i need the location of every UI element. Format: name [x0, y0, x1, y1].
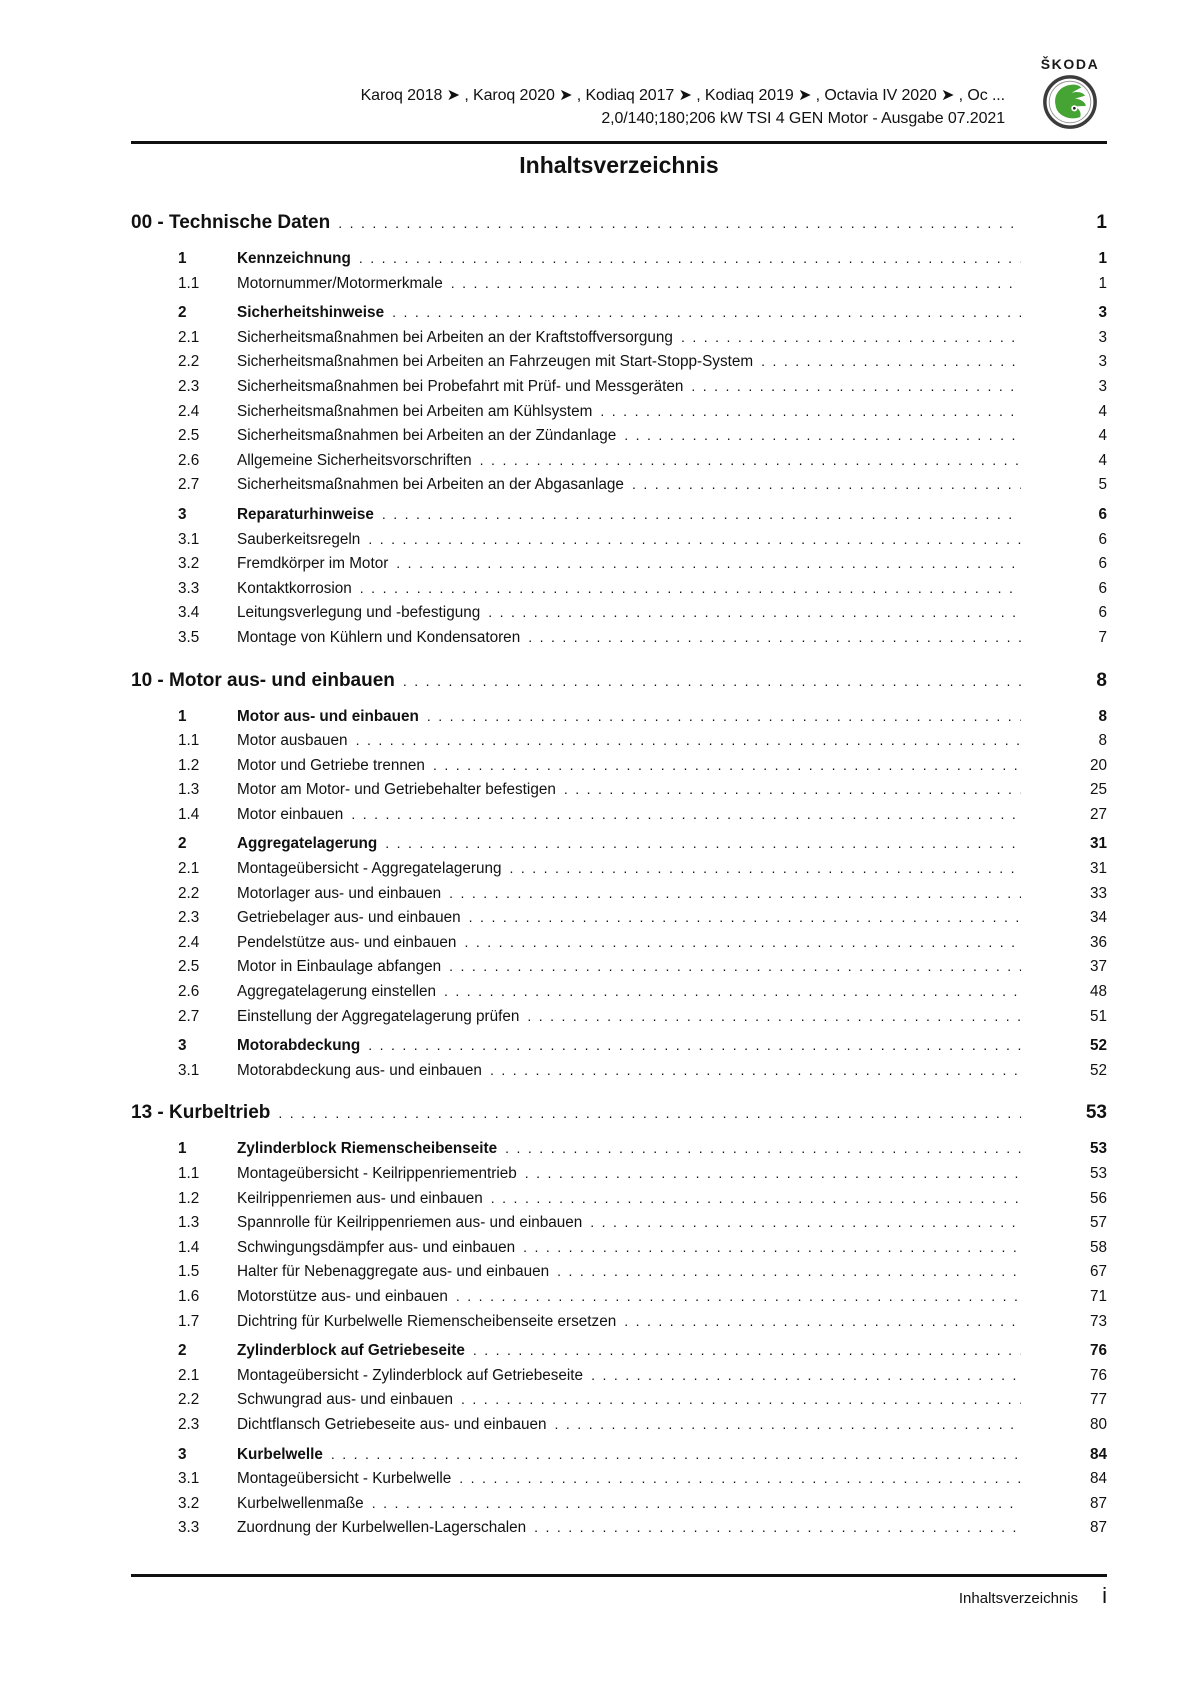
header-divider	[131, 141, 1107, 144]
entry-title: Motornummer/Motormerkmale	[237, 274, 443, 292]
entry-title: Motor in Einbaulage abfangen	[237, 958, 442, 976]
entry-page-number: 31	[1089, 835, 1107, 853]
toc-entry-row[interactable]	[131, 1495, 1107, 1520]
entry-title: Aggregatelagerung einstellen	[237, 983, 437, 1001]
dot-leader	[681, 329, 1021, 345]
entry-number: 2.6	[178, 983, 200, 1001]
entry-number: 3	[178, 1037, 187, 1055]
chapter-page-number: 53	[1085, 1102, 1107, 1124]
entry-number: 3	[178, 1445, 187, 1463]
footer	[131, 1583, 1107, 1609]
dot-leader	[480, 452, 1021, 468]
dot-leader	[557, 1263, 1021, 1279]
entry-number: 3.4	[178, 604, 200, 622]
entry-number: 1.7	[178, 1312, 200, 1330]
entry-title: Getriebelager aus- und einbauen	[237, 909, 461, 927]
toc	[131, 212, 1107, 1544]
entry-page-number: 6	[1098, 579, 1107, 597]
entry-page-number: 6	[1098, 555, 1107, 573]
entry-page-number: 3	[1098, 353, 1107, 371]
entry-page-number: 3	[1098, 377, 1107, 395]
dot-leader	[523, 1239, 1021, 1255]
toc-entry-row[interactable]	[131, 934, 1107, 959]
page-title: Inhaltsverzeichnis	[519, 152, 719, 178]
dot-leader	[368, 531, 1021, 547]
entry-title: Dichtring für Kurbelwelle Riemenscheibenseite ersetzen	[237, 1312, 617, 1330]
entry-page-number: 20	[1089, 756, 1107, 774]
dot-leader	[392, 304, 1021, 320]
entry-title: Pendelstütze aus- und einbauen	[237, 933, 457, 951]
entry-title: Reparaturhinweise	[237, 505, 374, 523]
dot-leader	[464, 934, 1021, 950]
dot-leader	[632, 476, 1021, 492]
entry-title: Spannrolle für Keilrippenriemen aus- und einbauen	[237, 1214, 583, 1232]
toc-entry-row[interactable]	[131, 452, 1107, 477]
entry-title: Kennzeichnung	[237, 250, 351, 267]
toc-entry-row[interactable]	[131, 1288, 1107, 1313]
entry-title: Sicherheitsmaßnahmen bei Arbeiten an Fahrzeugen mit Start-Stopp-System	[237, 353, 754, 371]
entry-number: 1	[178, 1140, 187, 1158]
toc-entry-row[interactable]	[131, 329, 1107, 354]
entry-number: 2.3	[178, 377, 200, 395]
entry-page-number: 8	[1098, 707, 1107, 725]
dot-leader	[624, 427, 1021, 443]
dot-leader	[600, 403, 1021, 419]
entry-page-number: 52	[1089, 1061, 1107, 1079]
toc-entry-row[interactable]	[131, 1037, 1107, 1062]
entry-title: Allgemeine Sicherheitsvorschriften	[237, 451, 472, 469]
entry-title: Kurbelwellenmaße	[237, 1494, 364, 1512]
dot-leader	[427, 708, 1021, 724]
entry-title: Sicherheitshinweise	[237, 304, 385, 322]
entry-title: Schwingungsdämpfer aus- und einbauen	[237, 1238, 516, 1256]
entry-number: 1.3	[178, 781, 200, 799]
entry-title: Montageübersicht - Zylinderblock auf Getriebeseite	[237, 1366, 584, 1384]
entry-title: Halter für Nebenaggregate aus- und einbauen	[237, 1263, 550, 1281]
entry-title: Zuordnung der Kurbelwellen-Lagerschalen	[237, 1519, 527, 1537]
entry-page-number: 31	[1089, 860, 1107, 878]
entry-title: Aggregatelagerung	[237, 835, 378, 853]
toc-entry-row[interactable]	[131, 1342, 1107, 1367]
toc-entry-row[interactable]	[131, 506, 1107, 531]
toc-chapter-row[interactable]	[131, 212, 1107, 244]
entry-page-number: 25	[1089, 781, 1107, 799]
entry-number: 2	[178, 1342, 187, 1360]
entry-title: Motorlager aus- und einbauen	[237, 884, 442, 902]
toc-entry-row[interactable]	[131, 531, 1107, 556]
entry-page-number: 3	[1098, 304, 1107, 322]
toc-entry-row[interactable]	[131, 1263, 1107, 1288]
entry-page-number: 52	[1089, 1037, 1107, 1055]
dot-leader	[451, 275, 1021, 291]
entry-title: Motor am Motor- und Getriebehalter befestigen	[237, 781, 556, 799]
toc-entry-row[interactable]	[131, 708, 1107, 733]
entry-number: 1.6	[178, 1287, 200, 1305]
toc-entry-row[interactable]	[131, 1313, 1107, 1338]
entry-title: Montageübersicht - Kurbelwelle	[237, 1470, 452, 1488]
toc-entry-row[interactable]	[131, 304, 1107, 329]
header-model-line: Karoq 2018 ➤ , Karoq 2020 ➤ , Kodiaq 2017 ➤ , Kodiaq 2019 ➤ , Octavia IV 2020 ➤ , Oc ...	[360, 87, 1005, 104]
toc-entry-row[interactable]	[131, 275, 1107, 300]
entry-number: 2.1	[178, 860, 200, 878]
entry-page-number: 84	[1089, 1470, 1107, 1488]
entry-number: 1.2	[178, 756, 200, 774]
entry-number: 2.5	[178, 958, 200, 976]
entry-number: 2.7	[178, 476, 200, 494]
dot-leader	[527, 1008, 1021, 1024]
dot-leader	[590, 1214, 1021, 1230]
toc-entry-row[interactable]	[131, 1391, 1107, 1416]
dot-leader	[761, 353, 1021, 369]
toc-entry-row[interactable]	[131, 1214, 1107, 1239]
entry-page-number: 37	[1089, 958, 1107, 976]
toc-chapter-row[interactable]	[131, 670, 1107, 702]
dot-leader	[624, 1313, 1021, 1329]
footer-page-number: i	[1102, 1583, 1107, 1608]
brand-text: ŠKODA	[1040, 56, 1100, 72]
entry-title: Dichtflansch Getriebeseite aus- und einbauen	[237, 1415, 547, 1433]
toc-entry-row[interactable]	[131, 1470, 1107, 1495]
entry-page-number: 27	[1089, 805, 1107, 823]
entry-title: Motorabdeckung	[237, 1037, 361, 1055]
entry-number: 1.1	[178, 274, 200, 292]
toc-entry-row[interactable]	[131, 1519, 1107, 1544]
entry-number: 3	[178, 505, 187, 523]
entry-page-number: 71	[1089, 1287, 1107, 1305]
toc-entry-row[interactable]	[131, 860, 1107, 885]
dot-leader	[385, 835, 1021, 851]
entry-page-number: 1	[1098, 250, 1107, 267]
entry-page-number: 6	[1098, 530, 1107, 548]
toc-entry-row[interactable]	[131, 806, 1107, 831]
toc-entry-row[interactable]	[131, 555, 1107, 580]
toc-entry-row[interactable]	[131, 757, 1107, 782]
entry-page-number: 51	[1089, 1007, 1107, 1025]
entry-number: 3.1	[178, 530, 200, 548]
entry-page-number: 67	[1089, 1263, 1107, 1281]
entry-title: Zylinderblock Riemenscheibenseite	[237, 1140, 498, 1158]
entry-page-number: 4	[1098, 427, 1107, 445]
entry-page-number: 58	[1089, 1238, 1107, 1256]
dot-leader	[469, 909, 1021, 925]
entry-title: Sicherheitsmaßnahmen bei Arbeiten an der Zündanlage	[237, 427, 617, 445]
entry-number: 1.3	[178, 1214, 200, 1232]
entry-number: 1	[178, 250, 187, 267]
dot-leader	[278, 1105, 1021, 1121]
entry-number: 2.4	[178, 402, 200, 420]
skoda-logo	[1033, 56, 1107, 136]
entry-number: 3.5	[178, 628, 200, 646]
entry-title: Montageübersicht - Aggregatelagerung	[237, 860, 502, 878]
toc-entry-row[interactable]	[131, 781, 1107, 806]
entry-page-number: 77	[1089, 1391, 1107, 1409]
dot-leader	[491, 1190, 1021, 1206]
header-engine-line: 2,0/140;180;206 kW TSI 4 GEN Motor - Ausgabe 07.2021	[601, 110, 1005, 127]
dot-leader	[372, 1495, 1021, 1511]
dot-leader	[359, 250, 1021, 266]
toc-entry-row[interactable]	[131, 1190, 1107, 1215]
entry-title: Kontaktkorrosion	[237, 579, 352, 597]
entry-title: Motorabdeckung aus- und einbauen	[237, 1061, 482, 1079]
entry-number: 2.2	[178, 353, 200, 371]
toc-entry-row[interactable]	[131, 378, 1107, 403]
dot-leader	[396, 555, 1021, 571]
toc-entry-row[interactable]	[131, 476, 1107, 501]
entry-number: 1.1	[178, 732, 200, 750]
dot-leader	[403, 673, 1021, 689]
footer-label: Inhaltsverzeichnis	[958, 1590, 1079, 1607]
dot-leader	[525, 1165, 1021, 1181]
entry-page-number: 48	[1089, 983, 1107, 1001]
toc-entry-row[interactable]	[131, 604, 1107, 629]
header	[131, 84, 1005, 130]
entry-number: 2.4	[178, 933, 200, 951]
entry-page-number: 53	[1089, 1140, 1107, 1158]
entry-title: Motorstütze aus- und einbauen	[237, 1287, 448, 1305]
toc-entry-row[interactable]	[131, 1446, 1107, 1471]
toc-entry-row[interactable]	[131, 983, 1107, 1008]
toc-entry-row[interactable]	[131, 1367, 1107, 1392]
entry-number: 1.4	[178, 805, 200, 823]
dot-leader	[368, 1037, 1021, 1053]
entry-page-number: 76	[1089, 1342, 1107, 1360]
entry-title: Motor aus- und einbauen	[237, 707, 419, 725]
dot-leader	[456, 1288, 1021, 1304]
toc-entry-row[interactable]	[131, 580, 1107, 605]
chapter-title: 10 - Motor aus- und einbauen	[131, 669, 395, 691]
dot-leader	[331, 1446, 1021, 1462]
entry-page-number: 76	[1089, 1366, 1107, 1384]
entry-number: 3.1	[178, 1470, 200, 1488]
dot-leader	[509, 860, 1021, 876]
toc-entry-row[interactable]	[131, 1416, 1107, 1441]
entry-title: Sicherheitsmaßnahmen bei Arbeiten am Kühlsystem	[237, 402, 593, 420]
entry-number: 3.2	[178, 555, 200, 573]
entry-title: Sicherheitsmaßnahmen bei Arbeiten an der Abgasanlage	[237, 476, 624, 494]
entry-number: 2.5	[178, 427, 200, 445]
entry-title: Motor und Getriebe trennen	[237, 756, 425, 774]
dot-leader	[338, 215, 1021, 231]
entry-number: 2.7	[178, 1007, 200, 1025]
toc-entry-row[interactable]	[131, 1008, 1107, 1033]
toc-entry-row[interactable]	[131, 1239, 1107, 1264]
toc-entry-row[interactable]	[131, 885, 1107, 910]
toc-entry-row[interactable]	[131, 629, 1107, 654]
entry-number: 2.6	[178, 451, 200, 469]
entry-page-number: 8	[1098, 732, 1107, 750]
entry-page-number: 73	[1089, 1312, 1107, 1330]
dot-leader	[473, 1342, 1021, 1358]
entry-title: Schwungrad aus- und einbauen	[237, 1391, 454, 1409]
chapter-page-number: 8	[1096, 669, 1107, 691]
dot-leader	[433, 757, 1021, 773]
entry-number: 1.5	[178, 1263, 200, 1281]
entry-number: 1.4	[178, 1238, 200, 1256]
entry-title: Motor ausbauen	[237, 732, 348, 750]
entry-number: 2.1	[178, 1366, 200, 1384]
dot-leader	[360, 580, 1021, 596]
entry-number: 2.3	[178, 909, 200, 927]
dot-leader	[461, 1391, 1021, 1407]
entry-number: 3.1	[178, 1061, 200, 1079]
dot-leader	[382, 506, 1021, 522]
dot-leader	[449, 958, 1021, 974]
entry-page-number: 6	[1098, 505, 1107, 523]
entry-title: Sicherheitsmaßnahmen bei Arbeiten an der Kraftstoffversorgung	[237, 328, 673, 346]
entry-page-number: 34	[1089, 909, 1107, 927]
dot-leader	[449, 885, 1021, 901]
entry-title: Keilrippenriemen aus- und einbauen	[237, 1189, 483, 1207]
chapter-title: 00 - Technische Daten	[131, 212, 331, 233]
dot-leader	[505, 1140, 1021, 1156]
entry-page-number: 53	[1089, 1165, 1107, 1182]
entry-page-number: 57	[1089, 1214, 1107, 1232]
entry-page-number: 7	[1098, 628, 1107, 646]
dot-leader	[555, 1416, 1021, 1432]
entry-title: Fremdkörper im Motor	[237, 555, 389, 573]
dot-leader	[444, 983, 1021, 999]
entry-page-number: 6	[1098, 604, 1107, 622]
toc-chapter-row[interactable]	[131, 1102, 1107, 1134]
entry-title: Montageübersicht - Keilrippenriementrieb	[237, 1165, 517, 1182]
dot-leader	[488, 604, 1021, 620]
dot-leader	[691, 378, 1021, 394]
entry-title: Motor einbauen	[237, 805, 344, 823]
entry-title: Sauberkeitsregeln	[237, 530, 361, 548]
dot-leader	[534, 1519, 1021, 1535]
chapter-title: 13 - Kurbeltrieb	[131, 1102, 271, 1124]
entry-number: 1	[178, 707, 187, 725]
entry-number: 2.2	[178, 884, 200, 902]
entry-number: 1.1	[178, 1165, 200, 1182]
toc-entry-row[interactable]	[131, 427, 1107, 452]
toc-entry-row[interactable]	[131, 250, 1107, 275]
entry-page-number: 87	[1089, 1494, 1107, 1512]
entry-title: Leitungsverlegung und -befestigung	[237, 604, 481, 622]
dot-leader	[564, 781, 1021, 797]
entry-page-number: 84	[1089, 1445, 1107, 1463]
toc-entry-row[interactable]	[131, 1165, 1107, 1190]
toc-entry-row[interactable]	[131, 732, 1107, 757]
entry-title: Einstellung der Aggregatelagerung prüfen	[237, 1007, 520, 1025]
entry-number: 2.2	[178, 1391, 200, 1409]
entry-page-number: 33	[1089, 884, 1107, 902]
toc-entry-row[interactable]	[131, 835, 1107, 860]
entry-title: Montage von Kühlern und Kondensatoren	[237, 628, 521, 646]
toc-entry-row[interactable]	[131, 909, 1107, 934]
dot-leader	[459, 1470, 1021, 1486]
entry-page-number: 3	[1098, 328, 1107, 346]
toc-entry-row[interactable]	[131, 958, 1107, 983]
entry-page-number: 80	[1089, 1415, 1107, 1433]
entry-number: 2	[178, 835, 187, 853]
toc-entry-row[interactable]	[131, 1140, 1107, 1165]
entry-page-number: 5	[1098, 476, 1107, 494]
entry-page-number: 87	[1089, 1519, 1107, 1537]
entry-title: Sicherheitsmaßnahmen bei Probefahrt mit Prüf- und Messgeräten	[237, 377, 684, 395]
entry-number: 2.3	[178, 1415, 200, 1433]
dot-leader	[351, 806, 1021, 822]
dot-leader	[490, 1062, 1021, 1078]
skoda-winged-arrow-icon	[1041, 73, 1099, 131]
entry-number: 2	[178, 304, 187, 322]
entry-title: Kurbelwelle	[237, 1445, 323, 1463]
chapter-page-number: 1	[1096, 212, 1107, 233]
entry-page-number: 1	[1098, 274, 1107, 292]
entry-title: Zylinderblock auf Getriebeseite	[237, 1342, 465, 1360]
entry-number: 2.1	[178, 328, 200, 346]
entry-page-number: 4	[1098, 402, 1107, 420]
dot-leader	[591, 1367, 1021, 1383]
entry-page-number: 56	[1089, 1189, 1107, 1207]
dot-leader	[356, 732, 1021, 748]
dot-leader	[528, 629, 1021, 645]
toc-entry-row[interactable]	[131, 1062, 1107, 1087]
entry-number: 3.3	[178, 1519, 200, 1537]
entry-page-number: 4	[1098, 451, 1107, 469]
entry-number: 1.2	[178, 1189, 200, 1207]
toc-entry-row[interactable]	[131, 353, 1107, 378]
toc-entry-row[interactable]	[131, 403, 1107, 428]
footer-divider	[131, 1574, 1107, 1577]
entry-page-number: 36	[1089, 933, 1107, 951]
entry-number: 3.3	[178, 579, 200, 597]
entry-number: 3.2	[178, 1494, 200, 1512]
